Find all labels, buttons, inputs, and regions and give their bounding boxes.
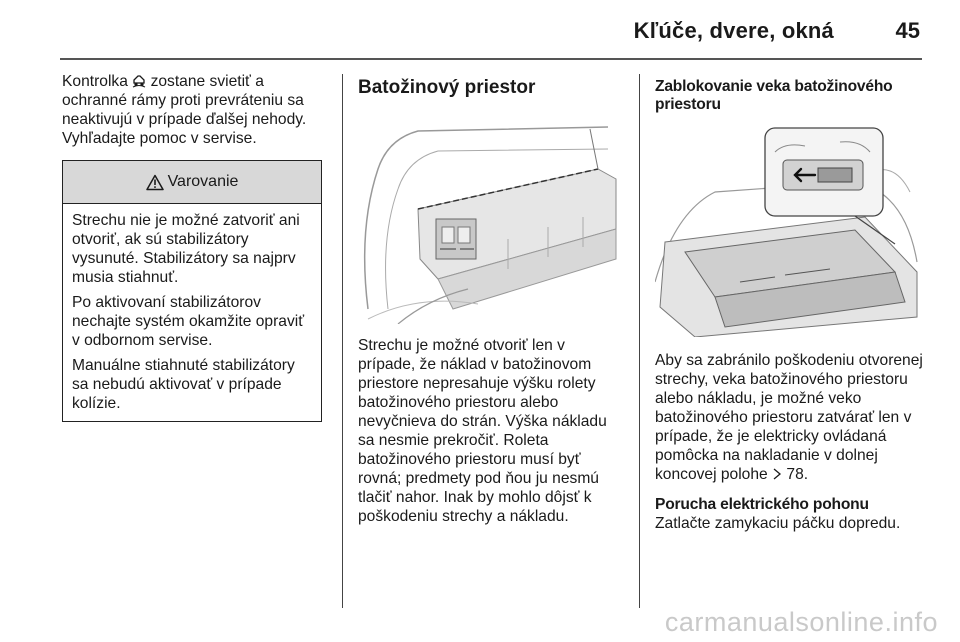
page-number: 45: [895, 18, 920, 43]
column-3: [655, 72, 923, 533]
intro-paragraph: Kontrolka zostane svietiť a ochranné rámy proti prevráteniu sa neaktivujú v prípade ďalšej nehody. Vyhľadajte pomoc v servise.: [62, 73, 307, 147]
section-title: Batožinový priestor: [358, 77, 536, 98]
subsection-title: Zablokovanie veka batožinového priestoru: [655, 78, 893, 113]
watermark: carmanualsonline.info: [664, 607, 938, 637]
section-body: Aby sa zabránilo poškodeniu otvorenej strechy, veka batožinového priestoru alebo nákladu, je možné veko batožinového priestoru zatvárať len v prípade, že je elektricky ovládaná pomôcka na nakladanie v dolnej koncovej polohe 78.: [655, 352, 923, 483]
chapter-title: Kľúče, dvere, okná: [633, 18, 834, 43]
section-body: Strechu je možné otvoriť len v prípade, že náklad v batožinovom priestore nepresahuje výšku rolety batožinového priestoru alebo nevyčnieva do strán. Výška nákladu sa nesmie prekročiť. Roleta batožinového priestoru musí byť rovná; predmety pod ňou ju nesmú tlačiť nahor. Inak by mohlo dôjsť k poškodeniu strechy a nákladu.: [358, 337, 607, 525]
column-divider-1: [342, 74, 343, 608]
warning-box: [62, 160, 322, 422]
warning-paragraph: Po aktivovaní stabilizátorov nechajte systém okamžite opraviť v odbornom servise.: [72, 294, 305, 349]
trunk-lock-illustration: [655, 122, 921, 337]
warning-header: [63, 161, 321, 204]
page-reference-icon: [772, 468, 782, 480]
column-2: [358, 72, 620, 526]
page-reference[interactable]: 78.: [786, 466, 809, 483]
subsection-title: Porucha elektrického pohonu: [655, 496, 869, 513]
warning-title: Varovanie: [167, 173, 239, 190]
warning-paragraph: Strechu nie je možné zatvoriť ani otvoriť, ak sú stabilizátory vysunuté. Stabilizátory sa najprv musia stiahnuť.: [72, 212, 300, 286]
column-divider-2: [639, 74, 640, 608]
trunk-illustration: [358, 109, 620, 324]
header-divider: [60, 58, 922, 60]
warning-body: [63, 204, 321, 421]
rollover-warning-icon: [132, 74, 146, 88]
warning-paragraph: Manuálne stiahnuté stabilizátory sa nebudú aktivovať v prípade kolízie.: [72, 357, 295, 412]
page-header: [60, 0, 922, 52]
column-1: [62, 72, 324, 422]
warning-triangle-icon: [146, 174, 164, 191]
section-body: Zatlačte zamykaciu páčku dopredu.: [655, 515, 901, 532]
